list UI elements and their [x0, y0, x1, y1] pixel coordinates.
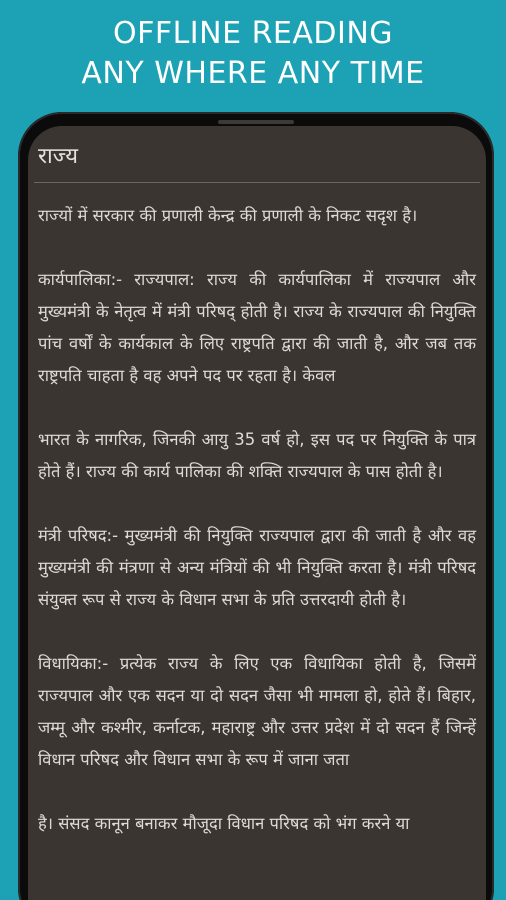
page-title: राज्य [38, 144, 79, 169]
paragraph-intro: राज्यों में सरकार की प्रणाली केन्द्र की प्रणाली के निकट सदृश है। [38, 206, 418, 225]
paragraph-executive: कार्यपालिका:- राज्यपाल: राज्य की कार्यपालिका में राज्यपाल और मुख्यमंत्री के नेतृत्व में मंत्री परिषद् होती है। राज्य के राज्यपाल की नियुक्ति पांच वर्षों के कार्यकाल के लिए राष्ट्रपति द्वारा की जाती है, और जब तक राष्ट्रपति चाहता है वह अपने पद पर रहता है। केवल [38, 270, 476, 385]
paragraph-citizen-eligibility: भारत के नागरिक, जिनकी आयु 35 वर्ष हो, इस पद पर नियुक्ति के पात्र होते हैं। राज्य की कार्य पालिका की शक्ति राज्यपाल के पास होती है। [38, 430, 476, 481]
paragraph-council-of-ministers: मंत्री परिषद:- मुख्यमंत्री की नियुक्ति राज्यपाल द्वारा की जाती है और वह मुख्यमंत्री की मंत्रणा से अन्य मंत्रियों की भी नियुक्ति करता है। मंत्री परिषद संयुक्त रूप से राज्य के विधान सभा के प्रति उत्तरदायी होती है। [38, 526, 476, 609]
paragraph-parliament: है। संसद कानून बनाकर मौजूदा विधान परिषद को भंग करने या [38, 814, 410, 833]
article-content[interactable] [38, 200, 476, 872]
reader-screen[interactable] [28, 126, 486, 900]
promo-header [0, 14, 506, 94]
earpiece-speaker [218, 120, 294, 124]
phone-frame [18, 112, 494, 900]
promo-line-2: ANY WHERE ANY TIME [81, 56, 425, 91]
promo-line-1: OFFLINE READING [112, 16, 394, 51]
title-divider [34, 182, 480, 183]
paragraph-legislature: विधायिका:- प्रत्येक राज्य के लिए एक विधायिका होती है, जिसमें राज्यपाल और एक सदन या दो सदन जैसा भी मामला हो, होते हैं। बिहार, जम्मू और कश्मीर, कर्नाटक, महाराष्ट्र और उत्तर प्रदेश में दो सदन हैं जिन्हें विधान परिषद और विधान सभा के रूप में जाना जता [38, 654, 476, 769]
